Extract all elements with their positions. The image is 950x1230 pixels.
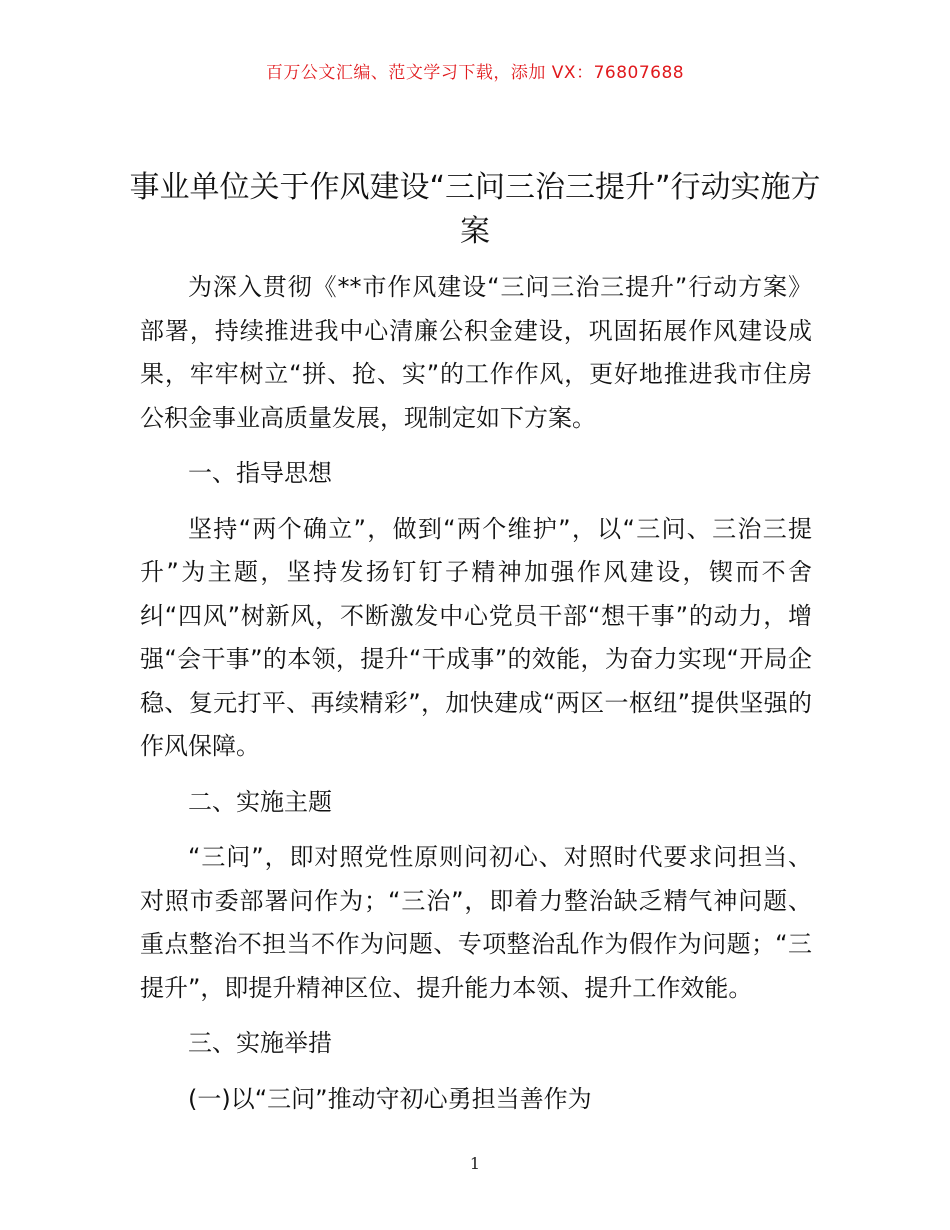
theme-paragraph: “三问”，即对照党性原则问初心、对照时代要求问担当、对照市委部署问作为；“三治”，即着力整治缺乏精气神问题、重点整治不担当不作为问题、专项整治乱作为假作为问题；“三提升”，即提升精神区位、提升能力本领、提升工作效能。 xyxy=(140,843,812,1002)
document-title: 事业单位关于作风建设“三问三治三提升”行动实施方案 xyxy=(129,170,821,249)
section-heading-measures: 三、实施举措 xyxy=(188,1029,332,1057)
guiding-ideology-paragraph: 坚持“两个确立”，做到“两个维护”，以“三问、三治三提升”为主题，坚持发扬钉钉子精神加强作风建设，锲而不舍纠“四风”树新风，不断激发中心党员干部“想干事”的动力，增强“会干事”的本领，提升“干成事”的效能，为奋力实现“开局企稳、复元打平、再续精彩”，加快建成“两区一枢纽”提供坚强的作风保障。 xyxy=(140,514,812,760)
document-body xyxy=(140,266,812,1121)
intro-paragraph: 为深入贯彻《**市作风建设“三问三治三提升”行动方案》部署，持续推进我中心清廉公积金建设，巩固拓展作风建设成果，牢牢树立“拼、抢、实”的工作作风，更好地推进我市住房公积金事业高质量发展，现制定如下方案。 xyxy=(140,273,812,432)
section-heading-theme: 二、实施主题 xyxy=(188,787,332,816)
section-heading-guiding-ideology: 一、指导思想 xyxy=(188,459,332,487)
page-number: 1 xyxy=(469,1154,481,1173)
watermark-banner: 百万公文汇编、范文学习下载，添加 VX：76807688 xyxy=(265,63,685,83)
subsection-heading-three-questions: (一)以“三问”推动守初心勇担当善作为 xyxy=(188,1084,592,1113)
